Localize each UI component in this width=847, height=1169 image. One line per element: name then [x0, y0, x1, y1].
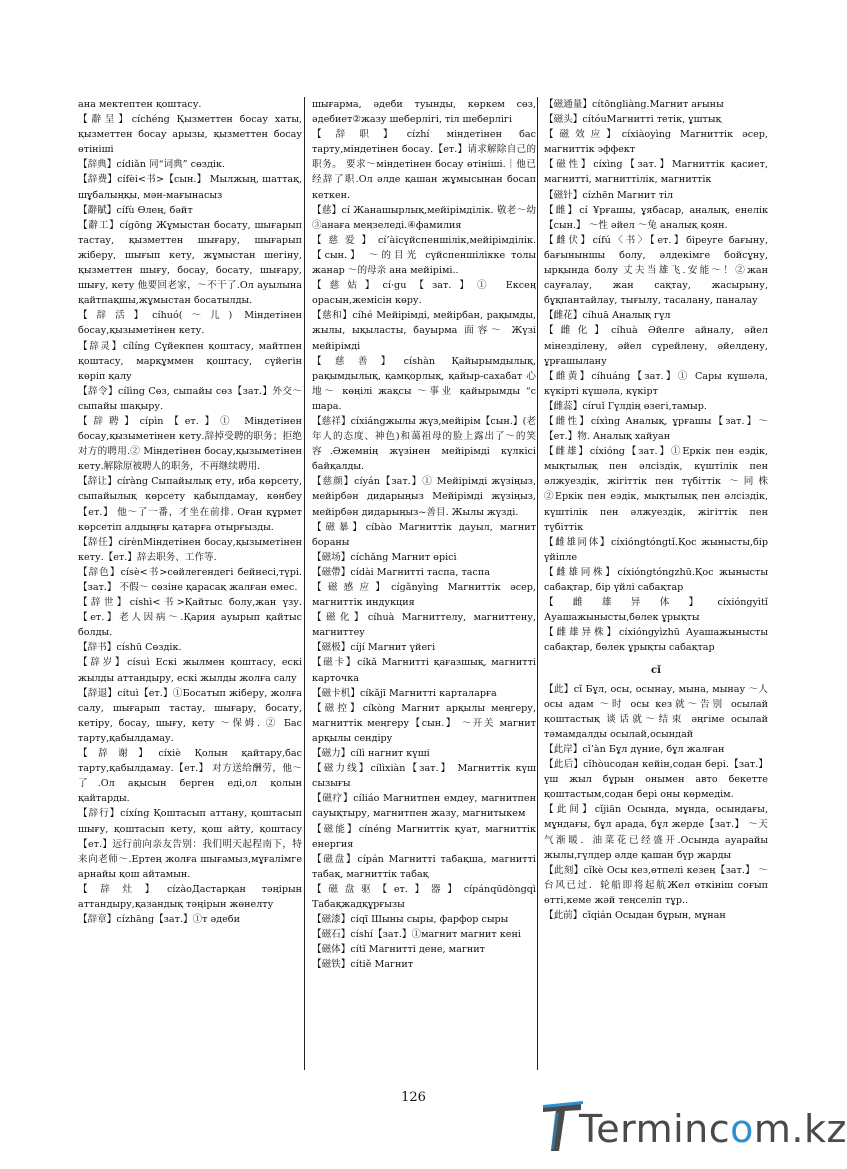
dictionary-entry: 【辞世】císhì<书>Қайтыс болу,жан үзу.【ет.】老人因病～.Қария ауырып қайтыс болды. [78, 597, 302, 639]
dictionary-entry: 【磁场】cíchǎng Магнит өрісі [312, 551, 457, 563]
dictionary-entry: 【慈】cí Жанашырлық,мейірімділік. 敬老～幼 ③анаға меңзеледі.④фамилия [312, 204, 536, 231]
dictionary-entry: 【磁力线】cílìxiàn【зат.】 Магниттік күш сызығы [312, 763, 536, 790]
dictionary-entry: 【磁漆】cíqī Шыны сыры, фарфор сыры [312, 914, 509, 926]
column-middle [312, 97, 536, 1059]
dictionary-entry: 【雌性】cíxìng Аналық, ұрғашы【зат.】～【ет.】物. Аналық хайуан [544, 415, 768, 443]
dictionary-entry: 【雌化】cíhuà Әйелге айналу, әйел мінезділену, әйел сүрейлену, әйелдену, ұрғашылану [544, 325, 768, 367]
dictionary-entry: 【辞岁】císuì Ескі жылмен қоштасу, ескі жылды аттандыру, ескі жылды жолға салу [78, 657, 302, 684]
dictionary-entry: 【雌花】cíhuā Аналық гүл [544, 310, 671, 322]
dictionary-entry: 【慈爱】cí’àiсүйспеншілік,мейірімділік.【сын.】 ～的目光 сүйспеншілікке толы жанар ～的母亲 ана мейірімі.. [312, 234, 536, 277]
dictionary-entry: 【辞灶】cízàoДастарқан тәңірын аттандыру,қазандық тәңірын жөнелту [78, 883, 302, 910]
dictionary-entry: 【磁针】cízhēn Магнит тіл [544, 189, 674, 201]
dictionary-entry: 【雌】cí Ұрғашы, ұябасар, аналық, енелік【сын.】 ～性 әйел ～兔 аналық қоян. [544, 204, 768, 231]
dictionary-entry: 【辞典】cídiǎn 同“词典” сөздік. [78, 159, 226, 171]
dictionary-entry: 【辭呈】cíchéng Қызметтен босау хаты, қызметтен босау арызы, қызметтен босау өтініші [78, 114, 302, 156]
logo-text: Termincom.kz [579, 1107, 847, 1151]
dictionary-entry: 【慈姑】cí·gu【зат.】① Ексең орасын,жемісін көру. [312, 280, 536, 307]
dictionary-entry: 【雌雄异体】cíxióngyìtǐ Ауашажынысты,бөлек ұрықты [544, 597, 768, 624]
dictionary-entry: 【磁头】cítóuМагнитті тетік, ұштық [544, 114, 722, 126]
dictionary-entry: 【辭工】cígōng Жұмыстан босату, шығарып тастау, қызметтен шығару, шығарып жіберу, шығып кету, жұмыстан шегіну, қызметтен шығу, босау, босату, шығару, шығу, кету 他要回老家，～不干了.Ол ауылына қайтпақшы,жұмыстан босатылды. [78, 219, 302, 307]
dictionary-entry: 【此刻】cǐkè Осы кез,өтпелі кезең【зат.】 ～台风已过．轮船即将起航Жел өткініш соғып өтті,кеме жәй теңселіп тұр.. [544, 864, 768, 906]
column-divider [304, 97, 305, 1070]
section-heading: cǐ [651, 665, 661, 677]
logo-accent-letter: o [730, 1107, 754, 1151]
dictionary-entry: 【辞职】cízhí міндетінен бас тарту,міндетінен босау.【ет.】请求解除自己的职务。 要求～міндетінен босау өтініші.｜他已经辞了职.Ол әлде қашан жұмысынан босап кеткен. [312, 129, 536, 201]
dictionary-entry: 【辞让】círàng Сыпайылық ету, иба көрсету, сыпайылық көрсету қабылдамау, көнбеу【ет.】 他～了一番，才坐在前排. Оған құрмет көрсетіп алдыңғы қатарға отырғызды. [78, 476, 302, 533]
dictionary-entry: 【磁性】cíxìng【зат.】Магниттік қасиет, магнитті, магниттілік, магниттік [544, 159, 768, 186]
dictionary-entry: 【慈和】cíhé Мейірімді, мейірбан, рақымды, жылы, ықыласты, бауырма 面容～ Жүзі мейірімді [312, 310, 536, 352]
dictionary-entry: 【磁铁】cítiě Магнит [312, 959, 414, 971]
dictionary-entry: 【辞费】cífèi<书>【сын.】 Мылжың, шаттақ, шұбалыңқы, мән-мағынасыз [78, 174, 302, 201]
dictionary-entry: 【磁卡】cíkǎ Магнитті қағазшық, магнитті карточка [312, 657, 536, 684]
dictionary-entry: 【辞聘】cípìn【ет.】① Міндетінен босау,қызыметінен кету.辞掉受聘的职务；拒绝对方的聘用.② Міндетінен босау,қызыметінен кету.解除原被聘人的职务，不再继续聘用. [78, 415, 302, 473]
dictionary-entry: 【慈颜】cíyán【зат.】① Мейірімді жүзіңыз, мейірбән дидарыңыз Мейірімді жүзіңыз, мейірбән дидарыңыз~善目. Жылы жүзді. [312, 476, 536, 518]
dictionary-entry: 【雌黄】cíhuáng【зат.】① Сары күшәла, күкірті күшәла, күкірт [544, 370, 768, 397]
dictionary-entry: 【辭賦】cífù Өлең, бәйт [78, 204, 193, 216]
dictionary-entry: 【此岸】cǐ’àn Бұл дүние, бұл жалған [544, 743, 725, 755]
column-right [544, 97, 768, 1059]
dictionary-entry: 【磁暴】cíbào Магниттік дауыл, магнит бораны [312, 521, 536, 548]
column-left [78, 97, 302, 1059]
dictionary-entry: 【磁感应】cígǎnyìng Магниттік әсер, магниттік индукция [312, 582, 536, 609]
dictionary-entry: 【雌伏】cífú〈书〉【ет.】біреуге бағыну, бағыныншы болу, әлдекімге бойсұну, ырқында болу 丈夫当雄飞.安能～！②жан сауғалау, жан сақтау, жасырыну, бұқпантайлау, тығылу, тасалану, паналау [544, 234, 768, 307]
dictionary-entry: 【辞谢】cíxiè Қолын қайтару,бас тарту,қабылдамау.【ет.】 对方送给酬劳，他～了.Ол ақысын берген еді,ол қолын қайтарды. [78, 748, 302, 805]
dictionary-entry: 【慈善】císhàn Қайырымдылық, рақымдылық, қамқорлық, қайыр-сахабат 心地～ көңілі жақсы ～事业 қайырымды “с шара. [312, 355, 536, 412]
dictionary-entry: 【辞书】císhū Сөздік. [78, 642, 182, 654]
dictionary-entry: 【磁石】císhí【зат.】①магнит магнит кені [312, 929, 521, 941]
dictionary-entry: 【雌蕊】círuǐ Гүлдің өзегі,тамыр. [544, 400, 707, 412]
dictionary-entry: 【辞章】cízhāng【зат.】①т әдеби [78, 914, 240, 926]
dictionary-entry: 【雌雄同株】cíxióngtóngzhū.Қос жынысты сабақтар, бір үйлі сабақтар [544, 566, 768, 593]
dictionary-entry: 【磁卡机】cíkǎjī Магнитті карталарға [312, 687, 497, 699]
column-divider [537, 97, 538, 1070]
dictionary-entry: 【磁力】cílì нагнит күші [312, 748, 430, 760]
dictionary-entry: 【辞色】císè<书>сөйлегендегі бейнесі,түрі.【зат.】 不假～ сөзіне қарасақ жалған емес. [78, 566, 302, 593]
dictionary-entry: 【磁盘】cípán Магнитті табақша, магнитті табақ, магниттік табақ [312, 853, 536, 880]
dictionary-entry: 【辞退】cítuì【ет.】①Босатып жіберу, жолға салу, шығарып тастау, шығару, босату, кетіру, босау, шығу, кету ～保姆. ② Бас тарту,қабылдамау. [78, 687, 302, 744]
dictionary-entry: 【辞行】cíxíng Қоштасып аттану, қоштасып шығу, қоштасып кету, қош айту, қоштасу【ет.】远行前向亲友告别：我们明天起程南下，特来向老师～.Ертең жолға шығамыз,мұғалімге арнайы қош айтамын. [78, 808, 302, 880]
dictionary-entry: 【磁帶】cídài Магнитті таспа, таспа [312, 566, 491, 578]
dictionary-entry: 【辞任】círènМіндетінен босау,қызыметінен кету.【ет.】辞去职务、工作等. [78, 536, 302, 563]
dictionary-entry: 【磁效应】cíxiàoyìng Магниттік әсер, магниттік эффект [544, 129, 768, 156]
dictionary-entry: 【辞活】cíhuó(～儿) Міндетінен босау,қызыметінен кету. [78, 310, 302, 337]
dictionary-entry: 【此后】cǐhòuсодан кейін,содан бері.【зат.】үш жыл бұрын онымен авто бекетте қоштастым,содан бері оны көрмедім. [544, 759, 768, 801]
dictionary-entry: 【磁极】cíjí Магнит үйегі [312, 642, 436, 654]
dictionary-entry: 【辞灵】cílíng Сүйекпен қоштасу, майтпен қоштасу, марқұммен қоштасу, сүйегін көріп қалу [78, 340, 302, 382]
dictionary-entry: 【磁通量】cítōngliàng.Магнит ағыны [544, 99, 724, 110]
dictionary-entry: 【辞令】cílìng Сөз, сыпайы сөз【зат.】外交～ сыпайы шақыру. [78, 385, 302, 412]
dictionary-entry: 【磁控】cíkòng Магнит арқылы меңгеру, магниттік меңгеру【сын.】 ～开关 магнит арқылы сендіру [312, 702, 536, 744]
dictionary-entry: 【此前】cǐqián Осыдан бұрын, мұнан [544, 909, 726, 921]
dictionary-entry: 【磁能】cínéng Магниттік қуат, магниттік енергия [312, 823, 536, 850]
dictionary-entry: 【磁盘驱【ет.】器】cípánqūdòngqì Табақжадқұрғызы [312, 883, 536, 910]
dictionary-entry: 【雌雄同体】cíxióngtóngtǐ.Қос жынысты,бір үйіпле [544, 536, 768, 563]
dictionary-entry: 【慈祥】cíxiángжылы жүз,мейірім【сын.】(老年人的态度、神色)和蔼祖母的脸上露出了～的笑容.Әжемнің жүзінен мейірімді күлкісі байқалды. [312, 415, 536, 473]
dictionary-entry: 【此】cǐ Бұл, осы, осынау, мына, мынау ～人 осы адам ～时 осы кез就～告别 осылай қоштастық 谈话就～结束 әңгіме осылай тәмамдалды осылай,осындай [544, 683, 768, 740]
dictionary-entry: 【磁化】cíhuà Магниттелу, магниттену, магниттеу [312, 612, 536, 639]
dictionary-entry: 【磁体】cítǐ Магнитті дене, магнит [312, 944, 485, 956]
dictionary-entry: ана мектептен қоштасу. [78, 99, 202, 110]
dictionary-entry: 【此间】cǐjiān Осында, мұнда, осындағы, мұндағы, бұл арада, бұл жерде【зат.】 ～天气渐暖．油菜花已经盛开.Осында ауарайы жылы,гүлдер әлде қашан бүр жарды [544, 804, 768, 861]
site-logo[interactable] [535, 1101, 847, 1157]
dictionary-entry: 【雌雄】cíxióng【зат.】①Еркік пен еэдік, мықтылық пен әлсіздік, күштілік пен әлжуездік, жігіттік пен түбіттік ～同株 ②Еркік пен еэдік, мықтылық пен әлсіздік, күштілік пен әлжуездік, жігіттік пен түбіттік [544, 446, 768, 533]
dictionary-entry: 【雌雄异株】cíxióngyìzhū Ауашажынысты сабақтар, бөлек ұрықты сабақтар [544, 627, 768, 654]
dictionary-entry: шығарма, әдеби туынды, көркем сөз, әдебиет②жазу шеберлігі, тіл шеберлігі [312, 99, 536, 126]
dictionary-entry: 【磁疗】cíliáo Магнитпен емдеу, магнитпен сауықтыру, магнитпен жазу, магнитыкем [312, 793, 536, 820]
page-number: 126 [401, 1090, 426, 1105]
